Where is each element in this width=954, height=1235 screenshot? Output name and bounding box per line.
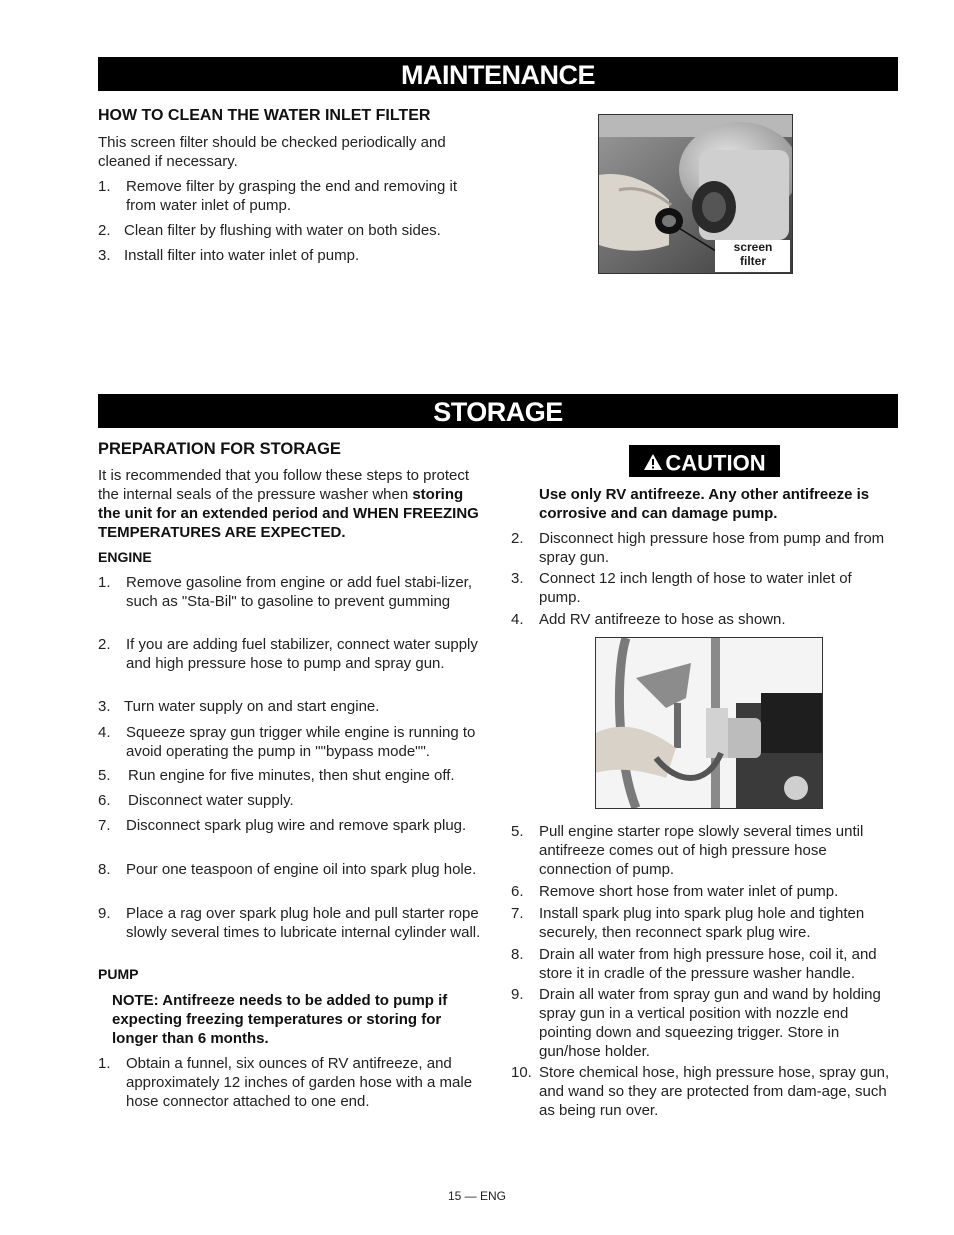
filter-intro: This screen filter should be checked periodically and cleaned if necessary.: [98, 134, 446, 170]
screen-filter-label: screen filter: [733, 240, 773, 268]
pump-step-10: 10. Store chemical hose, high pressure hose, spray gun, and wand so they are protected from dam-age, such as being run over.: [511, 1064, 890, 1119]
pump-note: NOTE: Antifreeze needs to be added to pump if expecting freezing temperatures or storing for longer than 6 months.: [112, 992, 448, 1047]
maintenance-banner: MAINTENANCE: [98, 57, 898, 91]
antifreeze-photo: [595, 637, 823, 809]
screen-filter-photo: [598, 114, 793, 274]
pump-step-6: 6. Remove short hose from water inlet of pump.: [511, 883, 839, 900]
engine-step-1: 1. Remove gasoline from engine or add fuel stabi-lizer, such as "Sta-Bil" to gasoline to prevent gumming: [98, 574, 473, 610]
page-footer: 15 — ENG: [447, 1189, 507, 1203]
engine-step-8: 8. Pour one teaspoon of engine oil into spark plug hole.: [98, 861, 477, 878]
storage-intro: It is recommended that you follow these steps to protect the internal seals of the pressure washer when storing the unit for an extended period and WHEN FREEZING TEMPERATURES ARE EXPECTED.: [98, 467, 479, 541]
engine-heading: ENGINE: [98, 549, 152, 565]
antifreeze-illustration: [596, 638, 822, 808]
engine-step-6: 6. Disconnect water supply.: [98, 792, 294, 809]
pump-step-3: 3. Connect 12 inch length of hose to water inlet of pump.: [511, 570, 852, 606]
warning-triangle-icon: [643, 447, 663, 480]
caution-box: [629, 445, 780, 477]
storage-heading: PREPARATION FOR STORAGE: [98, 440, 341, 458]
engine-step-3: 3. Turn water supply on and start engine.: [98, 698, 380, 715]
engine-step-7: 7. Disconnect spark plug wire and remove spark plug.: [98, 817, 467, 834]
engine-step-2: 2. If you are adding fuel stabilizer, connect water supply and high pressure hose to pump and spray gun.: [98, 636, 478, 672]
caution-label: CAUTION: [665, 450, 766, 476]
engine-step-9: 9. Place a rag over spark plug hole and pull starter rope slowly several times to lubricate internal cylinder wall.: [98, 905, 481, 941]
pump-step-5: 5. Pull engine starter rope slowly several times until antifreeze comes out of high pressure hose connection of pump.: [511, 823, 864, 878]
pump-step-4: 4. Add RV antifreeze to hose as shown.: [511, 611, 786, 628]
pump-step-1: 1. Obtain a funnel, six ounces of RV antifreeze, and approximately 12 inches of garden hose with a male hose connector attached to one end.: [98, 1055, 473, 1110]
pump-heading: PUMP: [98, 966, 139, 982]
filter-heading: HOW TO CLEAN THE WATER INLET FILTER: [98, 107, 431, 124]
filter-step-3: 3. Install filter into water inlet of pump.: [98, 247, 360, 264]
engine-step-5: 5. Run engine for five minutes, then shut engine off.: [98, 767, 455, 784]
pump-step-9: 9. Drain all water from spray gun and wand by holding spray gun in a vertical position with nozzle end pointing down and squeezing trigger. Store in gun/hose holder.: [511, 986, 881, 1060]
caution-text: Use only RV antifreeze. Any other antifreeze is corrosive and can damage pump.: [539, 486, 870, 522]
pump-step-8: 8. Drain all water from high pressure hose, coil it, and store it in cradle of the pressure washer handle.: [511, 946, 877, 982]
pump-step-2: 2. Disconnect high pressure hose from pump and from spray gun.: [511, 530, 885, 566]
engine-step-4: 4. Squeeze spray gun trigger while engine is running to avoid operating the pump in ""bypass mode"".: [98, 724, 476, 760]
pump-step-7: 7. Install spark plug into spark plug hole and tighten securely, then reconnect spark plug wire.: [511, 905, 865, 941]
filter-step-2: 2. Clean filter by flushing with water on both sides.: [98, 222, 441, 239]
storage-banner: STORAGE: [98, 394, 898, 428]
filter-step-1: 1. Remove filter by grasping the end and removing it from water inlet of pump.: [98, 178, 458, 214]
